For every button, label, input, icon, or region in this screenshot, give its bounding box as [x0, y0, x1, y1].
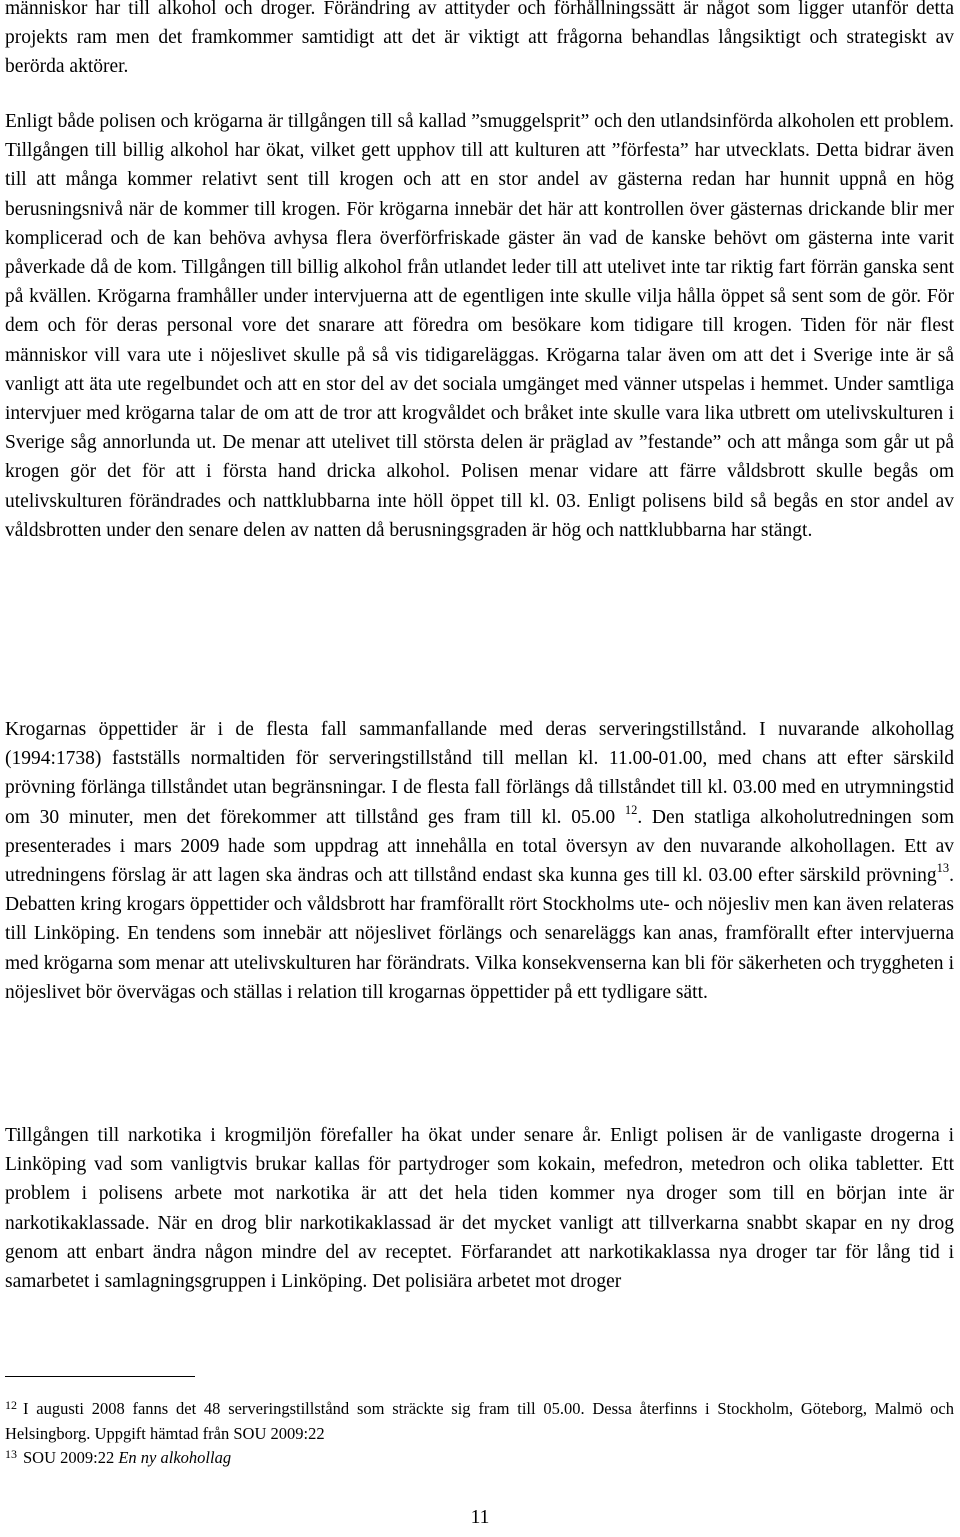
body-paragraph-3 — [5, 715, 954, 1007]
footnote-12-text: I augusti 2008 fanns det 48 serveringstillstånd som sträckte sig fram till 05.00. Dessa återfinns i Stockholm, Göteborg, Malmö och Helsingborg. Uppgift hämtad från SOU 2009:22 — [5, 1399, 954, 1443]
paragraph-3-text-part-3: . Debatten kring krogars öppettider och våldsbrott har framförallt rört Stockholms ute- och nöjesliv men kan även relateras till Linköping. En tendens som innebär att nöjeslivet förlängs och senareläggs kan anas, framförallt efter intervjuerna med krögarna som menar att utelivskulturen har förändrats. Vilka konsekvenserna kan bli för säkerheten och tryggheten i nöjeslivet bör övervägas och ställas i relation till krogarnas öppettider på ett tydligare sätt. — [5, 865, 954, 1003]
footnote-12 — [5, 1393, 954, 1446]
footnote-13-mark: 13 — [5, 1447, 17, 1461]
page-number: 11 — [470, 1507, 490, 1528]
paragraph-3-text-part-1: Krogarnas öppettider är i de flesta fall sammanfallande med deras serveringstillstånd. I nuvarande alkohollag (1994:1738) fastställs normaltiden för serveringstillstånd till mellan kl. 11.00-01.00, med chans att efter särskild prövning förlänga tillståndet utan begränsningar. I de flesta fall förlängs då tillståndet till kl. 03.00 med en utrymningstid om 30 minuter, men det förekommer att tillstånd ges fram till kl. 05.00 — [5, 719, 954, 828]
paragraph-3-text-part-2: . Den statliga alkoholutredningen som presenterades i mars 2009 hade som uppdrag att innehålla en total översyn av den nuvarande alkohollagen. Ett av utredningens förslag är att lagen ska ändras och att tillstånd endast ska kunna ges till kl. 03.00 efter särskild prövning — [5, 806, 954, 887]
footnote-13-italic-title: En ny alkohollag — [118, 1448, 232, 1467]
body-paragraph-2: Enligt både polisen och krögarna är tillgången till så kallad ”smuggelsprit” och den utlandsinförda alkoholen ett problem. Tillgången till billig alkohol har ökat, vilket gett upphov till att kulturen att ”förfesta” har utvecklats. Detta bidrar även till att många kommer relativt sent till krogen och att en stor andel av gästerna redan har hunnit uppnå en hög berusningsnivå när de kommer till krogen. För krögarna innebär det här att kontrollen över gästernas drickande blir mer komplicerad och de kan behöva avhysa flera överförfriskade gäster än vad de kanske behövt om gästerna inte varit påverkade då de kom. Tillgången till billig alkohol från utlandet leder till att utelivet inte tar riktig fart förrän ganska sent på kvällen. Krögarna framhåller under intervjuerna att de egentligen inte skulle vilja hålla öppet så sent som de gör. För dem och för deras personal vore det snarare att föredra om besökare kom tidigare till krogen. Tiden för när flest människor vill vara ute i nöjeslivet skulle på så vis tidigareläggas. Krögarna talar även om att det i Sverige inte är så vanligt att äta ute regelbundet och att en stor del av det sociala umgänget med vänner utspelas i hemmet. Under samtliga intervjuer med krögarna talar de om att de tror att krogvåldet och bråket inte skulle vara lika utbrett om utelivskulturen i Sverige såg annorlunda ut. De menar att utelivet till största delen är präglad av ”festande” och att många som går ut på krogen gör det för att i första hand dricka alkohol. Polisen menar vidare att färre våldsbrott skulle begås om utelivskulturen förändrades och nattklubbarna inte höll öppet till kl. 03. Enligt polisens bild så begås en stor andel av våldsbrotten under den senare delen av natten då berusningsgraden är hög och nattklubbarna har stängt. — [5, 111, 954, 541]
footnote-ref-13[interactable]: 13 — [936, 861, 950, 876]
footnote-12-mark: 12 — [5, 1398, 17, 1412]
footnote-13 — [5, 1442, 954, 1470]
body-paragraph-4: Tillgången till narkotika i krogmiljön förefaller ha ökat under senare år. Enligt polisen är de vanligaste drogerna i Linköping vad som vanligtvis brukar kallas för partydroger som kokain, mefedron, metedron och olika tabletter. Ett problem i polisens arbete mot narkotika är att det hela tiden kommer nya droger som till en början inte är narkotikaklassade. När en drog blir narkotikaklassad är det mycket vanligt att tillverkarna snabbt skapar en ny drog genom att enbart ändra någon mindre del av receptet. Förfarandet att narkotikaklassa nya droger tar för lång tid i samarbetet i samlagningsgruppen i Linköping. Det polisiära arbetet mot droger — [5, 1125, 954, 1293]
footnote-separator — [5, 1376, 195, 1377]
body-paragraph-1: människor har till alkohol och droger. Förändring av attityder och förhållningssätt är något som ligger utanför detta projekts ram men det framkommer samtidigt att det är viktigt att frågorna behandlas långsiktigt och strategiskt av berörda aktörer. — [5, 0, 954, 78]
footnote-ref-12[interactable]: 12 — [624, 802, 638, 817]
footnote-13-text: SOU 2009:22 — [23, 1448, 119, 1467]
